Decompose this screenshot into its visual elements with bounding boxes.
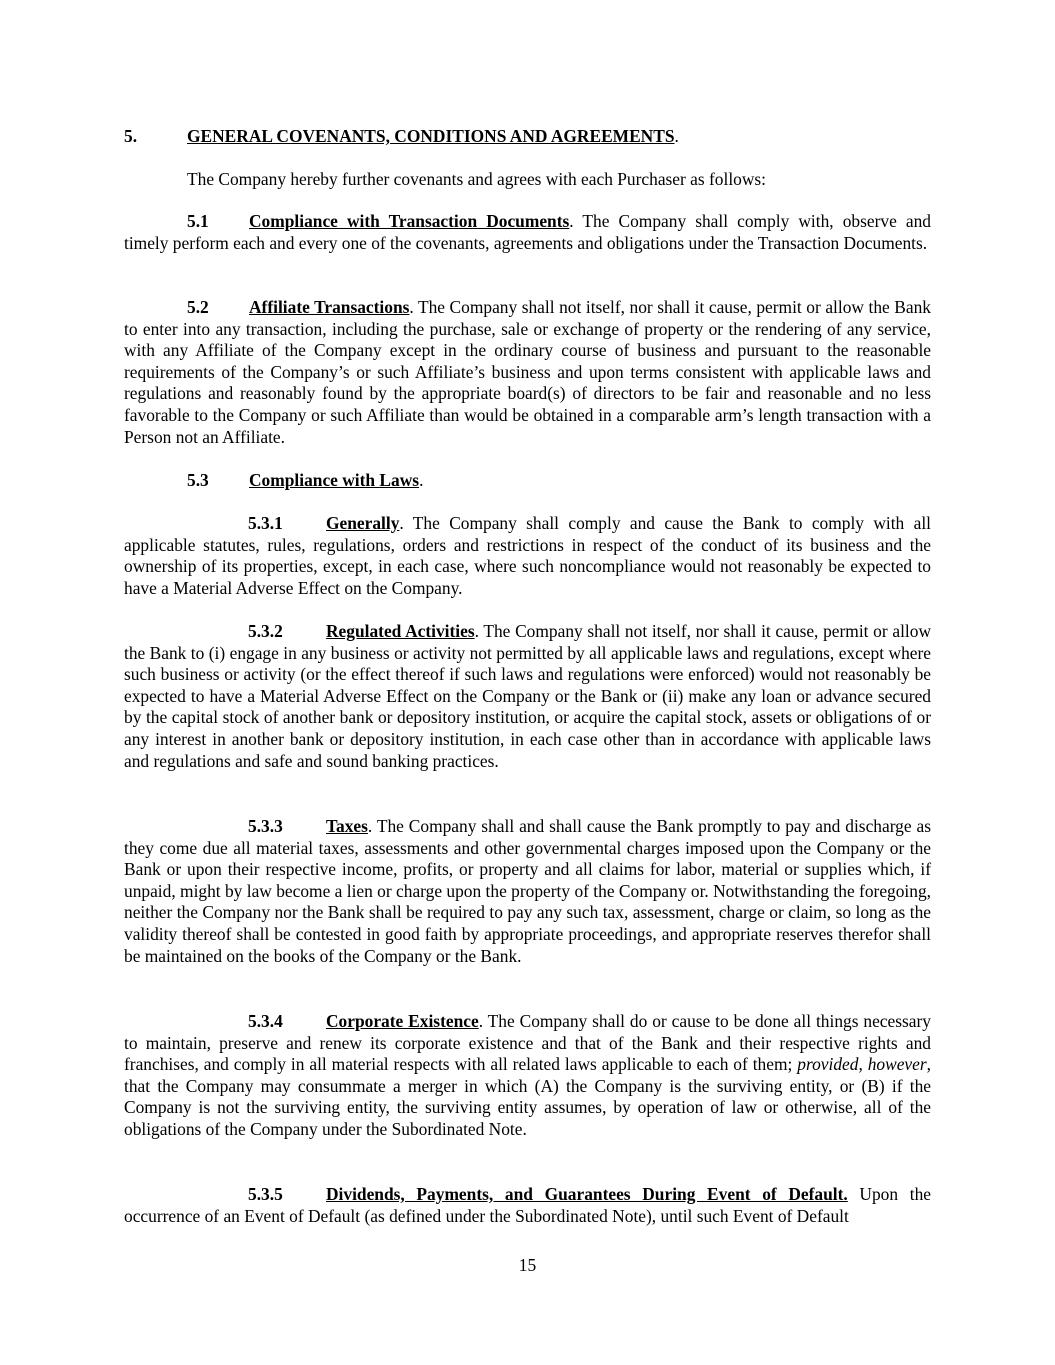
- section-title-period: .: [674, 126, 679, 146]
- paragraph-5-3-1: [124, 513, 931, 599]
- intro-paragraph: The Company hereby further covenants and agrees with each Purchaser as follows:: [187, 169, 767, 189]
- subsection-body: . The Company shall comply with, observe and timely perform each and every one of the covenants, agreements and obligations under the Transaction Documents.: [124, 211, 931, 253]
- subsection-title: Corporate Existence: [326, 1011, 479, 1031]
- subsection-title: Regulated Activities: [326, 621, 475, 641]
- proviso-italic: provided, however: [797, 1054, 927, 1075]
- subsection-number: 5.1: [187, 211, 209, 231]
- subsection-body-continued: , that the Company may consummate a merger in which (A) the Company is the surviving entity, or (B) if the Company is not the surviving entity, the surviving entity assumes, by operation of law or otherwise, all of the obligations of the Company under the Subordinated Note.: [124, 1054, 931, 1139]
- paragraph-5-3-4: [124, 1011, 931, 1141]
- page-number: 15: [518, 1255, 537, 1275]
- subsection-number: 5.3.3: [248, 816, 283, 836]
- subsection-title: Dividends, Payments, and Guarantees During Event of Default.: [326, 1184, 848, 1204]
- section-number: 5.: [124, 126, 138, 146]
- subsection-body: . The Company shall and shall cause the Bank promptly to pay and discharge as they come due all material taxes, assessments and other governmental charges imposed upon the Company or the Bank or upon their respective income, profits, or property and all claims for labor, material or supplies which, if unpaid, might by law become a lien or charge upon the property of the Company or. Notwithstanding the foregoing, neither the Company nor the Bank shall be required to pay any such tax, assessment, charge or claim, so long as the validity thereof shall be contested in good faith by appropriate proceedings, and appropriate reserves therefor shall be maintained on the books of the Company or the Bank.: [124, 816, 931, 966]
- subsection-body: . The Company shall not itself, nor shall it cause, permit or allow the Bank to (i) engage in any business or activity not permitted by all applicable laws and regulations, except where such business or activity (or the effect thereof if such laws and regulations were enforced) would not reasonably be expected to have a Material Adverse Effect on the Company or the Bank or (ii) make any loan or advance secured by the capital stock of another bank or depository institution, or acquire the capital stock, assets or obligations of or any interest in another bank or depository institution, in each case other than in accordance with applicable laws and regulations and safe and sound banking practices.: [124, 621, 931, 771]
- subsection-body: . The Company shall comply and cause the Bank to comply with all applicable statutes, rules, regulations, orders and restrictions in respect of the conduct of its business and the ownership of its properties, except, in each case, where such noncompliance would not reasonably be expected to have a Material Adverse Effect on the Company.: [124, 513, 931, 598]
- section-title: GENERAL COVENANTS, CONDITIONS AND AGREEMENTS: [187, 126, 675, 146]
- subsection-title: Compliance with Laws: [249, 470, 420, 490]
- subsection-body: . The Company shall not itself, nor shall it cause, permit or allow the Bank to enter into any transaction, including the purchase, sale or exchange of property or the rendering of any service, with any Affiliate of the Company except in the ordinary course of business and pursuant to the reasonable requirements of the Company’s or such Affiliate’s business and upon terms consistent with applicable laws and regulations and reasonably found by the appropriate board(s) of directors to be fair and reasonable and no less favorable to the Company or such Affiliate than would be obtained in a comparable arm’s length transaction with a Person not an Affiliate.: [124, 297, 931, 447]
- paragraph-5-2: [124, 297, 931, 448]
- subsection-number: 5.3.1: [248, 513, 283, 533]
- paragraph-5-3: [124, 470, 931, 492]
- subsection-number: 5.3.5: [248, 1184, 283, 1204]
- paragraph-5-3-3: [124, 816, 931, 967]
- subsection-title: Taxes: [326, 816, 368, 836]
- subsection-body: . The Company shall do or cause to be done all things necessary to maintain, preserve and renew its corporate existence and that of the Bank and their respective rights and franchises, and comply in all material respects with all related laws applicable to each of them;: [124, 1011, 931, 1075]
- subsection-title: Compliance with Transaction Documents: [249, 211, 570, 231]
- subsection-number: 5.3: [187, 470, 209, 490]
- paragraph-5-1: [124, 211, 931, 254]
- section-heading: [124, 126, 931, 148]
- subsection-title-period: .: [419, 470, 424, 490]
- subsection-number: 5.3.2: [248, 621, 283, 641]
- subsection-number: 5.3.4: [248, 1011, 283, 1031]
- subsection-body: Upon the occurrence of an Event of Default (as defined under the Subordinated Note), until such Event of Default: [124, 1184, 931, 1226]
- subsection-title: Generally: [326, 513, 400, 533]
- paragraph-5-3-2: [124, 621, 931, 772]
- subsection-title: Affiliate Transactions: [249, 297, 410, 317]
- subsection-number: 5.2: [187, 297, 209, 317]
- paragraph-5-3-5: [124, 1184, 931, 1227]
